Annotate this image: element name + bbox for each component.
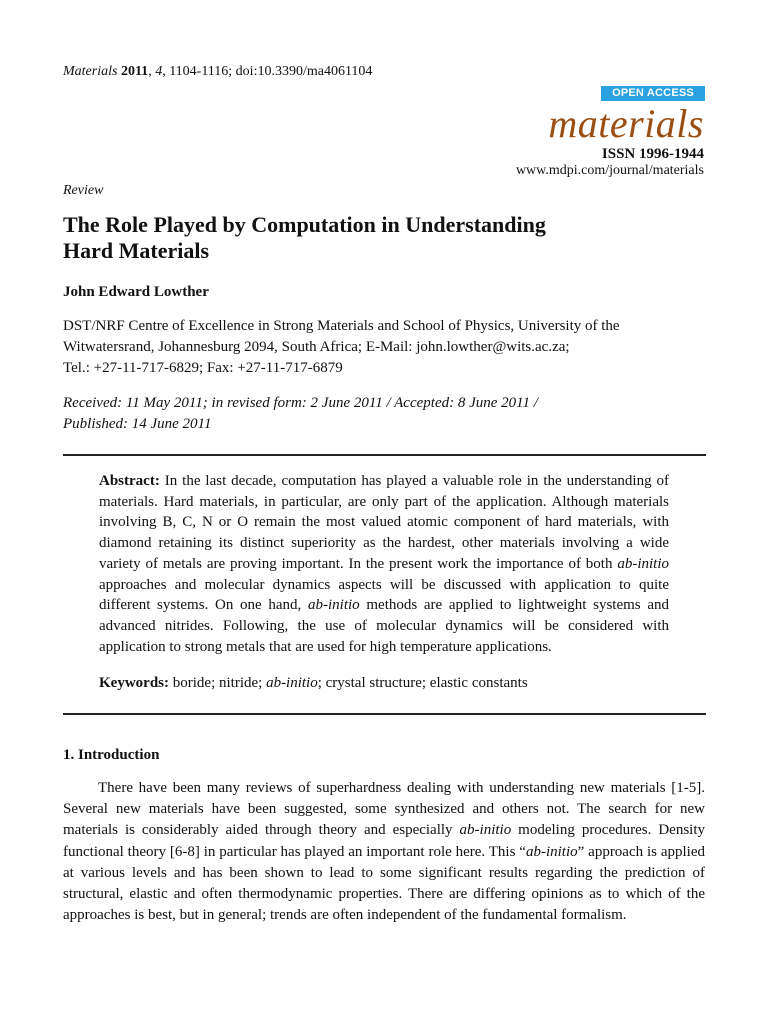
- abstract-emphasis-1: ab-initio: [617, 555, 669, 572]
- bottom-rule: [63, 713, 706, 715]
- abstract-label: Abstract:: [99, 473, 160, 489]
- top-rule: [63, 454, 706, 456]
- affiliation-line-2: Witwatersrand, Johannesburg 2094, South Africa; E-Mail: john.lowther@wits.ac.za;: [63, 339, 570, 355]
- intro-emphasis-1: ab-initio: [459, 822, 512, 839]
- intro-text-2: modeling procedures. Density functional theory [6-8] in particular has played an important role here. This “: [63, 822, 706, 860]
- author-name: John Edward Lowther: [63, 284, 209, 300]
- article-type: Review: [63, 183, 104, 198]
- keywords: [99, 675, 528, 692]
- intro-text-1: There have been many reviews of superhardness dealing with understanding new materials [1-5]. Several new materials have been suggested, some synthesized and others not. The search for new materials is considerably aided through theory and especially: [63, 780, 705, 839]
- dates-line-1: Received: 11 May 2011; in revised form: 2 June 2011 / Accepted: 8 June 2011 /: [63, 395, 538, 411]
- citation-year: 2011: [120, 64, 149, 79]
- title-line-1: The Role Played by Computation in Understanding: [63, 212, 546, 237]
- citation-journal: Materials: [63, 64, 118, 79]
- citation-pages-doi: , 1104-1116; doi:10.3390/ma4061104: [162, 64, 373, 79]
- affiliation-line-1: DST/NRF Centre of Excellence in Strong Materials and School of Physics, University of the: [63, 318, 620, 334]
- affiliation: [63, 316, 713, 379]
- keywords-text-1: boride; nitride;: [169, 675, 267, 691]
- title-line-2: Hard Materials: [63, 238, 210, 263]
- introduction-paragraph: [63, 778, 705, 926]
- abstract-emphasis-2: ab-initio: [308, 597, 360, 614]
- abstract-text-2: approaches and molecular dynamics aspects will be discussed with application to quite different systems. On one hand,: [99, 576, 669, 614]
- keywords-text-2: ; crystal structure; elastic constants: [317, 675, 528, 691]
- journal-logo: materials: [548, 101, 704, 146]
- open-access-badge: OPEN ACCESS: [601, 86, 705, 101]
- dates-line-2: Published: 14 June 2011: [63, 416, 212, 432]
- section-heading-introduction: 1. Introduction: [63, 747, 160, 763]
- citation-separator: ,: [148, 64, 156, 79]
- intro-text-3: ” approach is applied at various levels and has been shown to lead to some significant results regarding the prediction of structural, elastic and often thermodynamic properties. There are differing opinions as to which of the approaches is best, but in general; trends are often independent of the fundamental formalism.: [63, 843, 705, 924]
- publication-dates: [63, 393, 713, 435]
- abstract: [99, 471, 669, 657]
- journal-url[interactable]: www.mdpi.com/journal/materials: [515, 163, 704, 178]
- keywords-label: Keywords:: [99, 675, 169, 691]
- intro-emphasis-2: ab-initio: [525, 843, 578, 860]
- article-title: [63, 212, 703, 264]
- abstract-text-3: methods are applied to lightweight systems and advanced nitrides. Following, the use of molecular dynamics will be considered with application to strong metals that are used for high temperature applications.: [99, 597, 669, 655]
- citation-line: [63, 64, 372, 80]
- citation-volume: 4: [155, 64, 163, 79]
- affiliation-line-3: Tel.: +27-11-717-6829; Fax: +27-11-717-6879: [63, 360, 343, 376]
- abstract-text-1: In the last decade, computation has played a valuable role in the understanding of materials. Hard materials, in particular, are only part of the application. Although materials involving B, C, N or O remain the most valued atomic component of hard materials, with diamond retaining its distinct superiority as the hardest, other materials involving a wide variety of metals are proving important. In the present work the importance of both: [99, 473, 669, 572]
- keywords-emphasis: ab-initio: [266, 675, 318, 691]
- issn: ISSN 1996-1944: [601, 146, 704, 162]
